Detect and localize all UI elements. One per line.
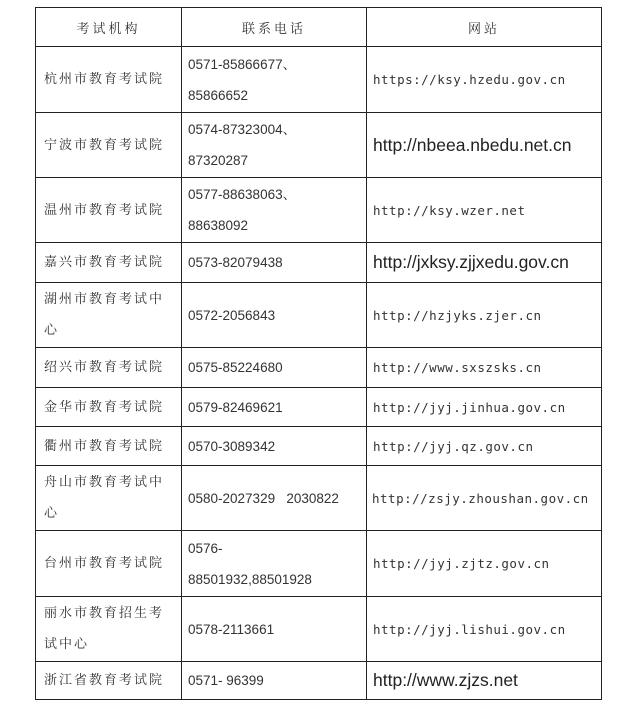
phone-cell: [182, 243, 367, 283]
table-row: [36, 662, 602, 700]
phone-cell: [182, 113, 367, 178]
institution-cell: [36, 466, 182, 531]
phone-cell: [182, 348, 367, 388]
phone-number: 0574-87323004、: [188, 122, 297, 137]
phone-number: 0577-88638063、: [188, 187, 297, 202]
institution-cell: [36, 113, 182, 178]
institution-name: 舟山市教育考试中: [44, 475, 165, 490]
institution-cell: [36, 427, 182, 466]
phone-cell: [182, 178, 367, 243]
phone-cell: [182, 662, 367, 700]
institution-name: 湖州市教育考试中: [44, 292, 165, 307]
institution-name: 金华市教育考试院: [44, 399, 165, 415]
phone-number: 0575-85224680: [188, 360, 283, 375]
website-link[interactable]: http://www.zjzs.net: [367, 662, 602, 700]
phone-number: 0570-3089342: [188, 438, 276, 454]
table-row: [36, 597, 602, 662]
institution-cell: [36, 531, 182, 597]
website-link[interactable]: http://jyj.zjtz.gov.cn: [367, 531, 602, 597]
table-row: [36, 243, 602, 283]
website-link[interactable]: http://zsjy.zhoushan.gov.cn: [367, 466, 602, 531]
institution-name: 绍兴市教育考试院: [44, 360, 165, 375]
phone-number: 88501932,88501928: [188, 571, 312, 587]
institution-name: 温州市教育考试院: [44, 202, 165, 218]
phone-cell: [182, 283, 367, 348]
website-link[interactable]: http://jxksy.zjjxedu.gov.cn: [367, 243, 602, 283]
institution-name: 丽水市教育招生考: [44, 606, 165, 621]
website-link[interactable]: http://ksy.wzer.net: [367, 178, 602, 243]
phone-number: 0571-85866677、: [188, 56, 297, 72]
phone-number: 0578-2113661: [188, 621, 275, 637]
header-phone: 联系电话: [182, 8, 367, 47]
institution-name: 嘉兴市教育考试院: [44, 255, 165, 270]
institution-cell: [36, 243, 182, 283]
phone-cell: [182, 597, 367, 662]
table-row: [36, 178, 602, 243]
table-header-row: [36, 8, 602, 47]
phone-number: 0576-: [188, 540, 223, 556]
phone-cell: [182, 388, 367, 427]
phone-number: 87320287: [188, 153, 249, 168]
table-row: [36, 531, 602, 597]
institution-name: 试中心: [44, 637, 90, 652]
institution-name: 心: [44, 506, 60, 521]
institution-cell: [36, 597, 182, 662]
phone-number: 0579-82469621: [188, 399, 283, 415]
website-link[interactable]: http://jyj.jinhua.gov.cn: [367, 388, 602, 427]
table-row: [36, 466, 602, 531]
phone-number: 0580-2027329 2030822: [188, 490, 339, 506]
institution-cell: [36, 178, 182, 243]
institution-cell: [36, 388, 182, 427]
institution-name: 心: [44, 323, 60, 338]
phone-number: 85866652: [188, 87, 249, 103]
institution-cell: [36, 47, 182, 113]
table-row: [36, 113, 602, 178]
website-link[interactable]: http://jyj.qz.gov.cn: [367, 427, 602, 466]
institution-name: 宁波市教育考试院: [44, 137, 165, 153]
phone-number: 0571- 96399: [188, 673, 264, 688]
website-link[interactable]: http://www.sxszsks.cn: [367, 348, 602, 388]
phone-number: 0573-82079438: [188, 255, 283, 270]
institution-cell: [36, 348, 182, 388]
institution-name: 台州市教育考试院: [44, 556, 165, 571]
phone-number: 0572-2056843: [188, 307, 276, 323]
institution-name: 衢州市教育考试院: [44, 438, 165, 454]
website-link[interactable]: http://hzjyks.zjer.cn: [367, 283, 602, 348]
exam-institutions-table: [35, 7, 602, 700]
institution-name: 浙江省教育考试院: [44, 673, 165, 688]
table-row: [36, 388, 602, 427]
table-row: [36, 348, 602, 388]
institution-cell: [36, 283, 182, 348]
institution-name: 杭州市教育考试院: [44, 72, 165, 87]
phone-cell: [182, 427, 367, 466]
header-website: 网站: [367, 8, 602, 47]
website-link[interactable]: https://ksy.hzedu.gov.cn: [367, 47, 602, 113]
table-row: [36, 427, 602, 466]
website-link[interactable]: http://jyj.lishui.gov.cn: [367, 597, 602, 662]
phone-number: 88638092: [188, 218, 249, 233]
table-row: [36, 47, 602, 113]
phone-cell: [182, 466, 367, 531]
institution-cell: [36, 662, 182, 700]
website-link[interactable]: http://nbeea.nbedu.net.cn: [367, 113, 602, 178]
header-institution: 考试机构: [36, 8, 182, 47]
phone-cell: [182, 531, 367, 597]
table-row: [36, 283, 602, 348]
phone-cell: [182, 47, 367, 113]
